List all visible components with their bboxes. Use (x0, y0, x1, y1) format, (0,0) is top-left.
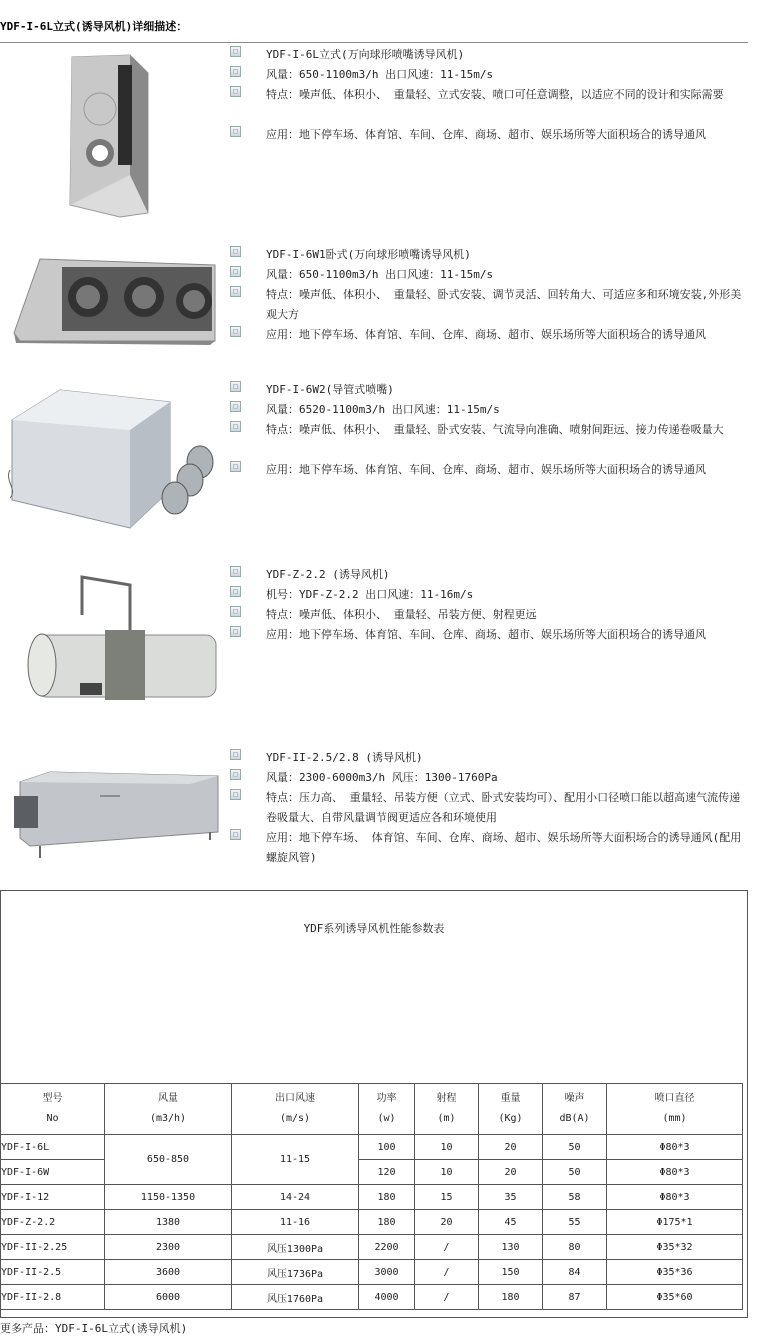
table-cell: 11-16 (232, 1210, 359, 1235)
table-cell: 4000 (359, 1285, 415, 1310)
table-cell: 180 (359, 1185, 415, 1210)
table-cell: 2300 (105, 1235, 232, 1260)
checkbox-icon[interactable] (230, 586, 241, 597)
table-cell: 35 (479, 1185, 543, 1210)
checkbox-icon[interactable] (230, 46, 241, 57)
header-cell: 噪声 dB(A) (543, 1084, 607, 1135)
table-cell: 650-850 (105, 1135, 232, 1185)
table-row (1, 1135, 743, 1160)
checkbox-icon[interactable] (230, 606, 241, 617)
product-image-horizontal-fan (0, 245, 230, 355)
table-cell: / (415, 1235, 479, 1260)
table-cell: 6000 (105, 1285, 232, 1310)
table-cell: 20 (479, 1160, 543, 1185)
spec-table (0, 1083, 743, 1310)
table-cell: 58 (543, 1185, 607, 1210)
table-cell: 2200 (359, 1235, 415, 1260)
product-image-box-fan (0, 748, 230, 878)
spec-line: 特点：噪声低、体积小、 重量轻、卧式安装、调节灵活、回转角大、可适应多和环境安装,外形美观大方 (230, 285, 750, 325)
table-cell: 3600 (105, 1260, 232, 1285)
table-cell: 180 (479, 1285, 543, 1310)
spec-table-title: YDF系列诱导风机性能参数表 (303, 922, 445, 935)
product-ydf-i-6l: YDF-I-6L立式(万向球形喷嘴诱导风机) 风量：650-1100m3/h 出口风速：11-15m/s 特点：噪声低、体积小、 重量轻、立式安装、喷口可任意调整，以适应不同的设计和实际需要 应用：地下停车场、体育馆、车间、仓库、商场、超市、娱乐场所等大面积场合的诱导通风 (0, 45, 760, 225)
checkbox-icon[interactable] (230, 626, 241, 637)
product-ydf-i-6w1: YDF-I-6W1卧式(万向球形喷嘴诱导风机) 风量：650-1100m3/h 出口风速：11-15m/s 特点：噪声低、体积小、 重量轻、卧式安装、调节灵活、回转角大、可适应多和环境安装,外形美观大方 应用：地下停车场、体育馆、车间、仓库、商场、超市、娱乐场所等大面积场合的诱导通风 (0, 245, 760, 355)
product-image-cylindrical-fan (0, 565, 230, 725)
checkbox-icon[interactable] (230, 381, 241, 392)
table-cell: YDF-II-2.5 (1, 1260, 105, 1285)
checkbox-icon[interactable] (230, 829, 241, 840)
checkbox-icon[interactable] (230, 461, 241, 472)
table-cell: 130 (479, 1235, 543, 1260)
table-cell: 55 (543, 1210, 607, 1235)
table-cell: YDF-I-6W (1, 1160, 105, 1185)
table-row (1, 1210, 743, 1235)
checkbox-icon[interactable] (230, 789, 241, 800)
table-cell: 10 (415, 1135, 479, 1160)
checkbox-icon[interactable] (230, 266, 241, 277)
table-cell: 20 (415, 1210, 479, 1235)
table-cell: YDF-I-12 (1, 1185, 105, 1210)
table-cell: YDF-II-2.25 (1, 1235, 105, 1260)
page-heading: YDF-I-6L立式(诱导风机)详细描述： (0, 20, 188, 33)
table-cell: 15 (415, 1185, 479, 1210)
table-cell: 风压1760Pa (232, 1285, 359, 1310)
header-cell: 出口风速 (m/s) (232, 1084, 359, 1135)
checkbox-icon[interactable] (230, 66, 241, 77)
table-cell: 20 (479, 1135, 543, 1160)
product-ydf-z-2-2: YDF-Z-2.2 (诱导风机) 机号：YDF-Z-2.2 出口风速：11-16m/s 特点：噪声低、体积小、 重量轻、吊装方便、射程更远 应用：地下停车场、体育馆、车间、仓库、商场、超市、娱乐场所等大面积场合的诱导通风 (0, 565, 760, 725)
table-cell: 150 (479, 1260, 543, 1285)
table-cell: Φ35*60 (607, 1285, 743, 1310)
table-cell: 80 (543, 1235, 607, 1260)
spec-line: 特点：噪声低、体积小、 重量轻、卧式安装、气流导向准确、喷射间距远、接力传递卷吸量大 (230, 420, 750, 460)
checkbox-icon[interactable] (230, 401, 241, 412)
product-ydf-i-6w2: YDF-I-6W2(导管式喷嘴) 风量：6520-1100m3/h 出口风速：11-15m/s 特点：噪声低、体积小、 重量轻、卧式安装、气流导向准确、喷射间距远、接力传递卷吸量大 应用：地下停车场、体育馆、车间、仓库、商场、超市、娱乐场所等大面积场合的诱导通风 (0, 380, 760, 540)
spec-line: 应用：地下停车场、 体育馆、车间、仓库、商场、超市、娱乐场所等大面积场合的诱导通风(配用螺旋风管) (230, 828, 750, 868)
checkbox-icon[interactable] (230, 566, 241, 577)
spec-line: 特点：噪声低、体积小、 重量轻、立式安装、喷口可任意调整，以适应不同的设计和实际需要 (230, 85, 750, 125)
header-cell: 重量 (Kg) (479, 1084, 543, 1135)
table-cell: YDF-Z-2.2 (1, 1210, 105, 1235)
checkbox-icon[interactable] (230, 126, 241, 137)
table-cell: 50 (543, 1160, 607, 1185)
checkbox-icon[interactable] (230, 246, 241, 257)
checkbox-icon[interactable] (230, 286, 241, 297)
table-cell: 14-24 (232, 1185, 359, 1210)
table-cell: 100 (359, 1135, 415, 1160)
table-cell: / (415, 1260, 479, 1285)
table-row (1, 1285, 743, 1310)
table-cell: Φ80*3 (607, 1160, 743, 1185)
table-cell: 50 (543, 1135, 607, 1160)
table-row (1, 1260, 743, 1285)
header-cell: 射程 (m) (415, 1084, 479, 1135)
table-cell: 10 (415, 1160, 479, 1185)
checkbox-icon[interactable] (230, 86, 241, 97)
table-header-row (1, 1084, 743, 1135)
table-cell: 87 (543, 1285, 607, 1310)
checkbox-icon[interactable] (230, 769, 241, 780)
table-cell: / (415, 1285, 479, 1310)
table-cell: Φ175*1 (607, 1210, 743, 1235)
header-cell: 风量 (m3/h) (105, 1084, 232, 1135)
table-cell: Φ80*3 (607, 1135, 743, 1160)
table-cell: Φ35*36 (607, 1260, 743, 1285)
table-cell: 风压1736Pa (232, 1260, 359, 1285)
table-cell: 45 (479, 1210, 543, 1235)
table-cell: 3000 (359, 1260, 415, 1285)
table-cell: 11-15 (232, 1135, 359, 1185)
table-cell: 84 (543, 1260, 607, 1285)
table-cell: 120 (359, 1160, 415, 1185)
checkbox-icon[interactable] (230, 326, 241, 337)
checkbox-icon[interactable] (230, 421, 241, 432)
table-cell: 风压1300Pa (232, 1235, 359, 1260)
table-cell: 1150-1350 (105, 1185, 232, 1210)
spec-line: 特点：压力高、 重量轻、吊装方便（立式、卧式安装均可）、配用小口径喷口能以超高速气流传递卷吸量大、自带风量调节阀更适应各和环境使用 (230, 788, 750, 828)
table-row (1, 1185, 743, 1210)
product-image-vertical-fan (0, 45, 160, 225)
header-cell: 功率 (w) (359, 1084, 415, 1135)
product-image-duct-nozzle-fan (0, 380, 230, 540)
header-cell: 型号 No (1, 1084, 105, 1135)
table-row (1, 1235, 743, 1260)
table-cell: 1380 (105, 1210, 232, 1235)
table-cell: YDF-II-2.8 (1, 1285, 105, 1310)
heading-divider (0, 42, 748, 43)
product-ydf-ii-2-5: YDF-II-2.5/2.8 (诱导风机) 风量：2300-6000m3/h 风压：1300-1760Pa 特点：压力高、 重量轻、吊装方便（立式、卧式安装均可）、配用小口径喷口能以超高速气流传递卷吸量大、自带风量调节阀更适应各和环境使用 应用：地下停车场、 体育馆、车间、仓库、商场、超市、娱乐场所等大面积场合的诱导通风(配用螺旋风管) (0, 748, 760, 878)
table-cell: 180 (359, 1210, 415, 1235)
table-cell: Φ80*3 (607, 1185, 743, 1210)
checkbox-icon[interactable] (230, 749, 241, 760)
header-cell: 喷口直径 (mm) (607, 1084, 743, 1135)
table-cell: Φ35*32 (607, 1235, 743, 1260)
more-products-link[interactable]: 更多产品：YDF-I-6L立式(诱导风机) (0, 1322, 188, 1335)
table-cell: YDF-I-6L (1, 1135, 105, 1160)
